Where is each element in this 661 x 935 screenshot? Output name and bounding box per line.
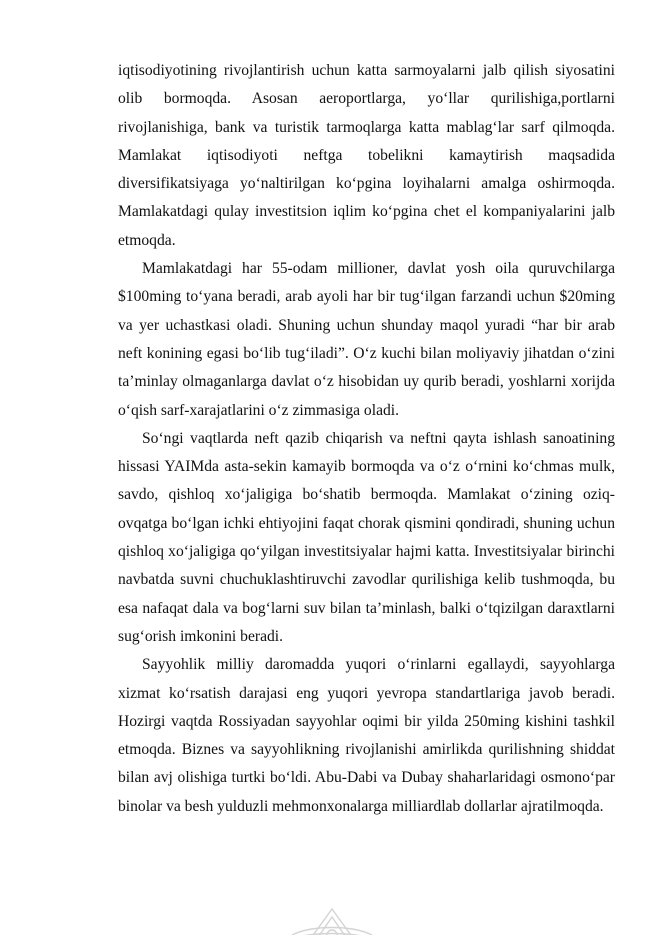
faded-logo-watermark-icon	[262, 905, 402, 935]
paragraph-3: So‘ngi vaqtlarda neft qazib chiqarish va neftni qayta ishlash sanoatining hissasi YAIMda asta-sekin kamayib bormoqda va o‘z o‘rnini ko‘chmas mulk, savdo, qishloq xo‘jaligiga bo‘shatib bermoqda. Mamlakat o‘zining oziq-ovqatga bo‘lgan ichki ehtiyojini faqat chorak qismini qondiradi, shuning uchun qishloq xo‘jaligiga qo‘yilgan investitsiyalar hajmi katta. Investitsiyalar birinchi navbatda suvni chuchuklashtiruvchi zavodlar qurilishiga kelib tushmoqda, bu esa nafaqat dala va bog‘larni suv bilan ta’minlash, balki o‘tqizilgan daraxtlarni sug‘orish imkonini beradi.	[118, 429, 615, 645]
watermark-logo-icon	[262, 905, 402, 935]
paragraph-1: iqtisodiyotining rivojlantirish uchun katta sarmoyalarni jalb qilish siyosatini olib bormoqda. Asosan aeroportlarga, yo‘llar qurilishiga,portlarni rivojlanishiga, bank va turistik tarmoqlarga katta mablag‘lar sarf qilmoqda. Mamlakat iqtisodiyoti neftga tobelikni kamaytirish maqsadida diversifikatsiyaga yo‘naltirilgan ko‘pgina loyihalarni amalga oshirmoqda. Mamlakatdagi qulay investitsion iqlim ko‘pgina chet el kompaniyalarini jalb etmoqda.	[118, 62, 615, 249]
paragraph-4: Sayyohlik milliy daromadda yuqori o‘rinlarni egallaydi, sayyohlarga xizmat ko‘rsatish darajasi eng yuqori yevropa standartlariga javob beradi. Hozirgi vaqtda Rossiyadan sayyohlar oqimi bir yilda 250ming kishini tashkil etmoqda. Biznes va sayyohlikning rivojlanishi amirlikda qurilishning shiddat bilan avj olishiga turtki bo‘ldi. Abu-Dabi va Dubay shaharlaridagi osmono‘par binolar va besh yulduzli mehmonxonalarga milliardlab dollarlar ajratilmoqda.	[118, 656, 615, 815]
paragraph-2: Mamlakatdagi har 55-odam millioner, davlat yosh oila quruvchilarga $100ming to‘yana beradi, arab ayoli har bir tug‘ilgan farzandi uchun $20ming va yer uchastkasi oladi. Shuning uchun shunday maqol yuradi “har bir arab neft konining egasi bo‘lib tug‘iladi”. O‘z kuchi bilan moliyaviy jihatdan o‘zini ta’minlay olmaganlarga davlat o‘z hisobidan uy qurib beradi, yoshlarni xorijda o‘qish sarf-xarajatlarini o‘z zimmasiga oladi.	[118, 260, 615, 419]
document-body	[118, 57, 615, 821]
